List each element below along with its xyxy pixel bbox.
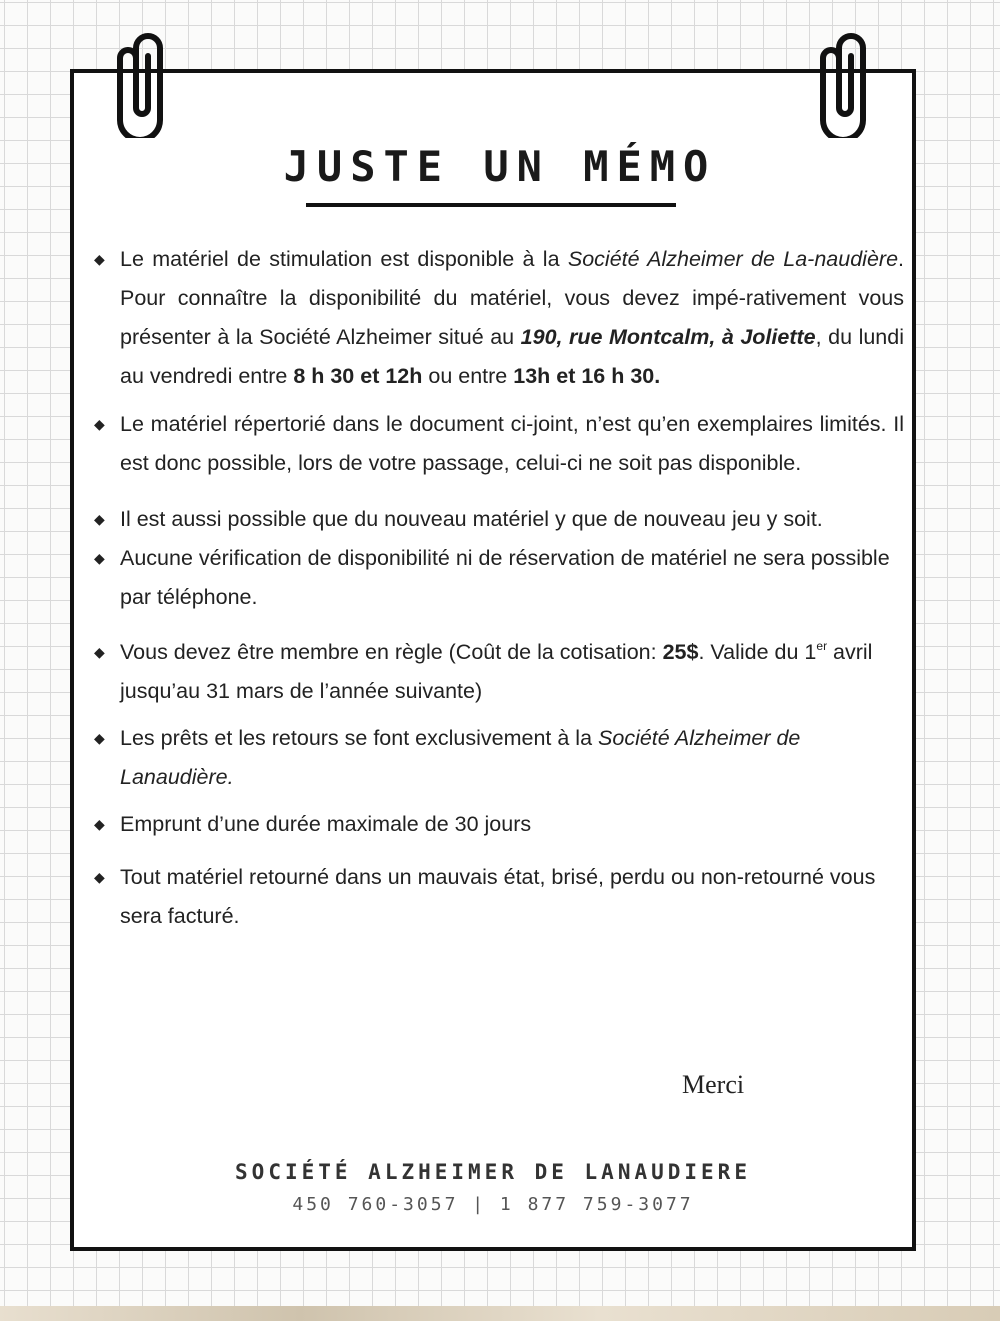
diamond-bullet-icon: ◆ bbox=[94, 816, 105, 832]
background-floor-strip bbox=[0, 1306, 1000, 1321]
footer-organization: SOCIÉTÉ ALZHEIMER DE LANAUDIERE bbox=[235, 1160, 751, 1184]
diamond-bullet-icon: ◆ bbox=[94, 550, 105, 566]
footer-phone-numbers: 450 760-3057 | 1 877 759-3077 bbox=[292, 1194, 694, 1215]
diamond-bullet-icon: ◆ bbox=[94, 869, 105, 885]
list-item-text: Aucune vérification de disponibilité ni de réservation de matériel ne sera possible par téléphone. bbox=[120, 546, 890, 609]
paperclip-icon bbox=[815, 28, 875, 138]
diamond-bullet-icon: ◆ bbox=[94, 644, 105, 660]
diamond-bullet-icon: ◆ bbox=[94, 511, 105, 527]
diamond-bullet-icon: ◆ bbox=[94, 251, 105, 267]
list-item-text: Le matériel répertorié dans le document ci-joint, n’est qu’en exemplaires limités. Il est donc possible, lors de votre passage, celui-ci ne soit pas disponible. bbox=[120, 412, 904, 475]
list-item bbox=[94, 500, 904, 539]
list-item bbox=[94, 405, 904, 483]
closing-text: Merci bbox=[682, 1070, 745, 1099]
list-item bbox=[94, 858, 904, 936]
list-item-text: Le matériel de stimulation est disponible à la Société Alzheimer de La-naudière. Pour connaître la disponibilité du matériel, vous devez impé-rativement vous présenter à la Société Alzheimer situé au 190, rue Montcalm, à Joliette, du lundi au vendredi entre 8 h 30 et 12h ou entre 13h et 16 h 30. bbox=[120, 247, 905, 388]
diamond-bullet-icon: ◆ bbox=[94, 416, 105, 432]
title-underline bbox=[306, 203, 676, 207]
memo-list bbox=[94, 240, 904, 936]
list-item-text: Les prêts et les retours se font exclusivement à la Société Alzheimer de Lanaudière. bbox=[120, 726, 801, 789]
list-item bbox=[94, 805, 904, 844]
list-item-text: Vous devez être membre en règle (Coût de la cotisation: 25$. Valide du 1er avril jusqu’au 31 mars de l’année suivante) bbox=[120, 639, 873, 703]
list-item bbox=[94, 719, 904, 797]
paperclip-icon bbox=[112, 28, 172, 138]
list-item-text: Tout matériel retourné dans un mauvais état, brisé, perdu ou non-retourné vous sera facturé. bbox=[120, 865, 876, 928]
memo-title: JUSTE UN MÉMO bbox=[283, 142, 717, 191]
list-item bbox=[94, 539, 904, 617]
list-item bbox=[94, 633, 904, 711]
list-item bbox=[94, 240, 904, 396]
list-item-text: Emprunt d’une durée maximale de 30 jours bbox=[120, 812, 532, 836]
list-item-text: Il est aussi possible que du nouveau matériel y que de nouveau jeu y soit. bbox=[120, 507, 823, 531]
diamond-bullet-icon: ◆ bbox=[94, 730, 105, 746]
